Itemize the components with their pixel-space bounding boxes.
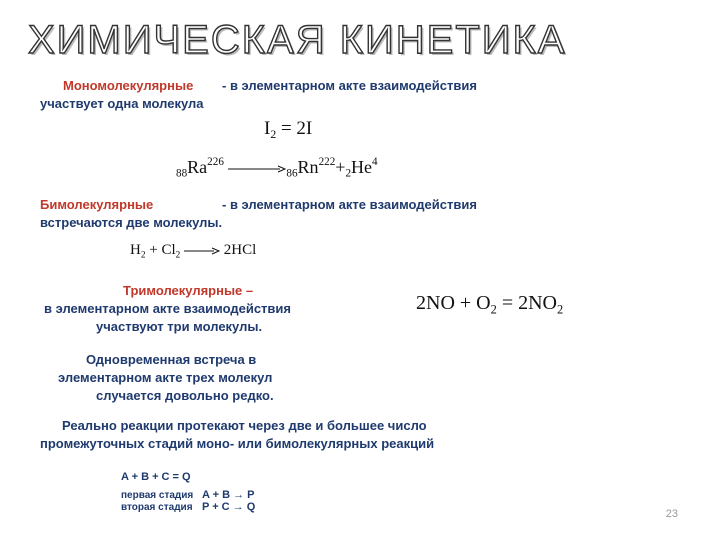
eq3-product: 2HCl bbox=[223, 242, 257, 258]
eq3-a: H bbox=[130, 242, 141, 258]
bi-definition-line1: - в элементарном акте взаимодействия bbox=[222, 197, 477, 212]
scheme-stage1-label: первая стадия bbox=[121, 490, 194, 501]
eq2-b: Rn bbox=[297, 156, 319, 177]
eq2-c-sub: 2 bbox=[345, 167, 352, 180]
tri-line3: участвуют три молекулы. bbox=[96, 319, 263, 334]
eq2-a: Ra bbox=[187, 156, 208, 177]
eq3-a-sub: 2 bbox=[140, 250, 146, 261]
equation-hcl bbox=[130, 242, 256, 260]
scheme-stage2-equation: P + C → Q bbox=[202, 501, 256, 513]
eq1-rest: = 2I bbox=[276, 118, 313, 139]
eq1-left-sub: 2 bbox=[270, 128, 277, 142]
eq4-right-sub: 2 bbox=[556, 302, 564, 317]
mono-term: Мономолекулярные bbox=[63, 78, 194, 93]
equation-iodine bbox=[264, 118, 312, 142]
eq1-left: I bbox=[264, 118, 271, 139]
eq4-left: 2NO + O bbox=[416, 292, 491, 314]
eq2-a-sub: 88 bbox=[176, 167, 188, 180]
eq2-b-sub: 86 bbox=[286, 167, 298, 180]
scheme-stage1-equation: A + B → P bbox=[202, 489, 255, 501]
eq2-plus: + bbox=[335, 156, 346, 177]
note-line1: Одновременная встреча в bbox=[86, 352, 257, 367]
eq4-left-sub: 2 bbox=[490, 302, 497, 317]
page-number: 23 bbox=[665, 508, 678, 520]
tri-term: Тримолекулярные – bbox=[123, 283, 254, 298]
reaction-arrow-icon bbox=[184, 246, 220, 256]
equation-radium-decay bbox=[176, 156, 378, 180]
eq2-c-sup: 4 bbox=[372, 156, 378, 168]
reaction-arrow-icon bbox=[228, 164, 286, 174]
bi-term: Бимолекулярные bbox=[40, 197, 154, 212]
real-line2: промежуточных стадий моно- или бимолекулярных реакций bbox=[40, 436, 435, 451]
scheme-stage2-label: вторая стадия bbox=[121, 502, 193, 513]
mono-definition-line1: - в элементарном акте взаимодействия bbox=[222, 78, 477, 93]
page-title: ХИМИЧЕСКАЯ КИНЕТИКА bbox=[28, 18, 567, 62]
eq2-c: He bbox=[351, 156, 373, 177]
bi-definition-line2: встречаются две молекулы. bbox=[40, 215, 223, 230]
eq2-a-sup: 226 bbox=[207, 156, 224, 168]
note-line3: случается довольно редко. bbox=[96, 388, 274, 403]
mono-definition-line2: участвует одна молекула bbox=[40, 96, 204, 111]
scheme-overall: A + B + C = Q bbox=[121, 471, 191, 483]
note-line2: элементарном акте трех молекул bbox=[58, 370, 273, 385]
equation-no2 bbox=[416, 292, 563, 317]
eq3-b-sub: 2 bbox=[175, 250, 181, 261]
eq2-b-sup: 222 bbox=[318, 156, 336, 168]
eq4-rest: = 2NO bbox=[496, 292, 557, 314]
tri-line2: в элементарном акте взаимодействия bbox=[44, 301, 291, 316]
eq3-plus: + Cl bbox=[149, 242, 176, 258]
real-line1: Реально реакции протекают через две и большее число bbox=[62, 418, 427, 433]
